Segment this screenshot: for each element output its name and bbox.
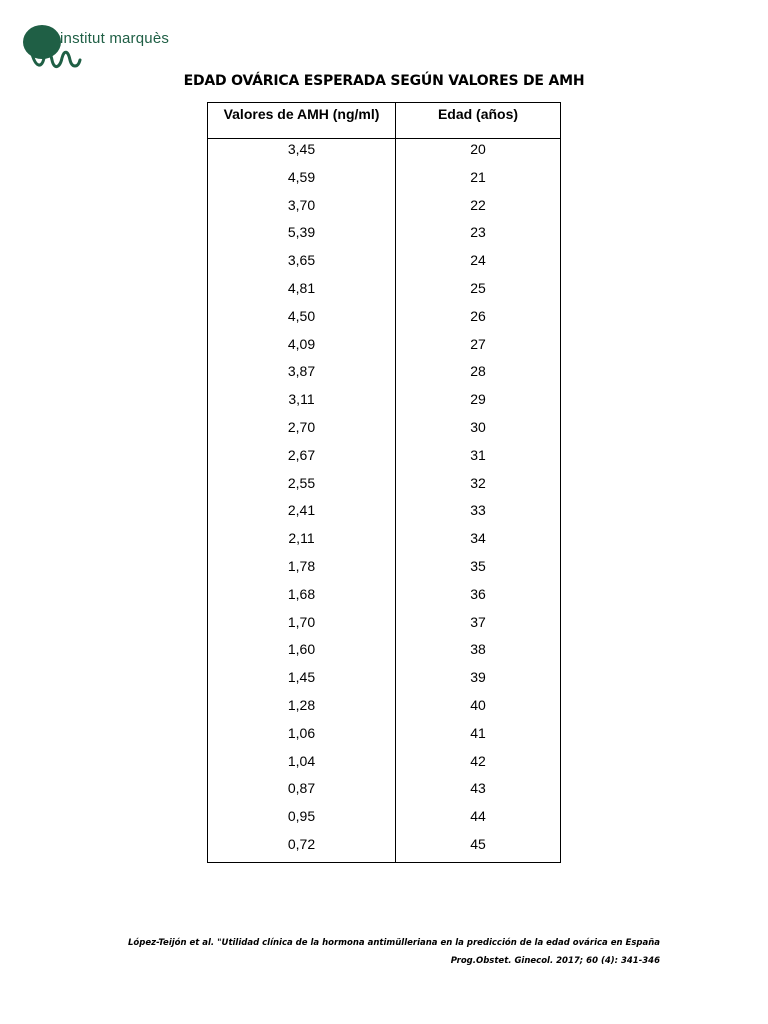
age-value-cell: 28 <box>470 363 486 380</box>
age-value-cell: 20 <box>470 141 486 157</box>
age-value-cell: 24 <box>470 252 486 269</box>
amh-value-cell: 2,70 <box>287 418 316 435</box>
brand-logo <box>22 24 192 70</box>
amh-value-cell: 3,11 <box>288 391 315 408</box>
age-value-cell: 30 <box>470 418 486 435</box>
age-value-cell: 37 <box>470 613 486 630</box>
age-value-cell: 45 <box>470 835 486 852</box>
table-row <box>208 194 560 222</box>
amh-value-cell: 1,78 <box>287 557 316 574</box>
age-value-cell: 32 <box>470 474 486 491</box>
table-row <box>208 666 560 694</box>
amh-value-cell: 0,87 <box>287 780 316 797</box>
amh-value-cell: 2,67 <box>287 446 316 463</box>
age-value-cell: 29 <box>470 391 486 408</box>
table-row <box>208 221 560 249</box>
age-value-cell: 39 <box>470 669 486 686</box>
table-row <box>208 638 560 666</box>
page-title: EDAD OVÁRICA ESPERADA SEGÚN VALORES DE AMH <box>183 73 585 89</box>
amh-value-cell: 1,28 <box>287 696 316 713</box>
amh-value-cell: 0,72 <box>287 835 316 852</box>
brand-name: institut marquès <box>60 30 170 47</box>
table-row <box>208 138 560 166</box>
column-header-amh: Valores de AMH (ng/ml) <box>223 106 380 122</box>
amh-value-cell: 0,95 <box>287 808 316 825</box>
age-value-cell: 25 <box>470 279 486 296</box>
age-value-cell: 40 <box>470 696 486 713</box>
age-value-cell: 31 <box>470 446 486 463</box>
amh-value-cell: 1,04 <box>287 752 316 769</box>
amh-value-cell: 3,87 <box>287 363 316 380</box>
amh-value-cell: 3,45 <box>287 141 316 157</box>
table-row <box>208 472 560 500</box>
amh-value-cell: 4,81 <box>287 279 316 296</box>
table-row <box>208 249 560 277</box>
table-row <box>208 444 560 472</box>
table-row <box>208 360 560 388</box>
amh-value-cell: 1,45 <box>287 669 316 686</box>
table-row <box>208 694 560 722</box>
table-row <box>208 527 560 555</box>
table-row <box>208 833 560 861</box>
table-row <box>208 166 560 194</box>
amh-value-cell: 1,70 <box>287 613 316 630</box>
amh-value-cell: 2,41 <box>287 502 316 519</box>
amh-value-cell: 1,06 <box>287 724 316 741</box>
amh-value-cell: 5,39 <box>287 224 316 241</box>
column-header-age: Edad (años) <box>437 106 519 122</box>
amh-value-cell: 4,59 <box>287 168 316 185</box>
age-value-cell: 26 <box>470 307 486 324</box>
amh-value-cell: 4,09 <box>287 335 316 352</box>
amh-age-table <box>207 102 561 863</box>
table-row <box>208 555 560 583</box>
amh-value-cell: 3,65 <box>287 252 316 269</box>
age-value-cell: 43 <box>470 780 486 797</box>
table-row <box>208 416 560 444</box>
age-value-cell: 21 <box>470 168 486 185</box>
table-row <box>208 388 560 416</box>
amh-value-cell: 3,70 <box>287 196 316 213</box>
age-value-cell: 42 <box>470 752 486 769</box>
table-row <box>208 611 560 639</box>
journal-reference: Prog.Obstet. Ginecol. 2017; 60 (4): 341-346 <box>450 956 660 966</box>
age-value-cell: 22 <box>470 196 486 213</box>
age-value-cell: 44 <box>470 808 486 825</box>
age-value-cell: 34 <box>470 530 486 547</box>
age-value-cell: 38 <box>470 641 486 658</box>
age-value-cell: 41 <box>470 724 486 741</box>
table-row <box>208 722 560 750</box>
table-row <box>208 333 560 361</box>
amh-value-cell: 1,68 <box>287 585 316 602</box>
table-row <box>208 777 560 805</box>
table-row <box>208 805 560 833</box>
table-row <box>208 750 560 778</box>
table-row <box>208 277 560 305</box>
age-value-cell: 35 <box>470 557 486 574</box>
table-row <box>208 499 560 527</box>
age-value-cell: 23 <box>470 224 486 241</box>
amh-value-cell: 4,50 <box>287 307 316 324</box>
table-row <box>208 305 560 333</box>
age-value-cell: 36 <box>470 585 486 602</box>
amh-value-cell: 2,11 <box>288 530 315 547</box>
age-value-cell: 27 <box>470 335 486 352</box>
amh-value-cell: 1,60 <box>287 641 316 658</box>
table-row <box>208 583 560 611</box>
citation-text: López-Teijón et al. "Utilidad clínica de la hormona antimülleriana en la predicción de la edad ovárica en España <box>128 938 660 948</box>
age-value-cell: 33 <box>470 502 486 519</box>
table-body <box>208 138 560 861</box>
amh-value-cell: 2,55 <box>287 474 316 491</box>
